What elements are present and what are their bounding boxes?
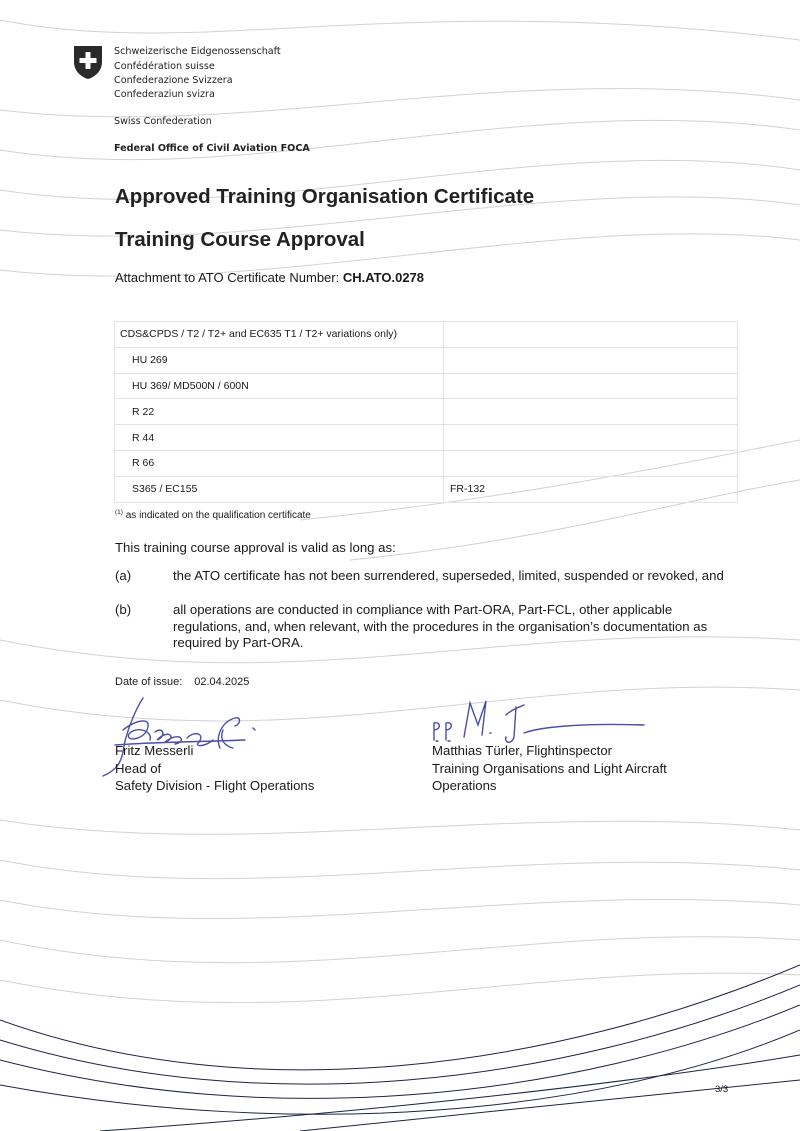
aircraft-cell: R 66 [115, 450, 444, 476]
certificate-number: CH.ATO.0278 [342, 270, 425, 285]
signatory-division: Safety Division - Flight Operations [115, 778, 315, 793]
confederation-name-en: Swiss Confederation [114, 116, 212, 127]
document-subtitle: Training Course Approval [115, 228, 365, 251]
course-cell [444, 450, 738, 476]
signatory-name: Matthias Türler, Flightinspector [432, 743, 613, 758]
condition-text: the ATO certificate has not been surrendered, superseded, limited, suspended or revoked, and [173, 568, 724, 583]
signatory-messerli [115, 742, 314, 795]
aircraft-cell: HU 369/ MD500N / 600N [115, 373, 444, 399]
condition-label: (b) [115, 602, 132, 617]
office-name: Federal Office of Civil Aviation FOCA [114, 143, 310, 154]
course-cell [444, 322, 738, 348]
document-title: Approved Training Organisation Certificate [115, 185, 535, 208]
swiss-cross-shield-icon [73, 44, 103, 80]
attachment-label: Attachment to ATO Certificate Number: [115, 270, 343, 285]
course-cell [444, 373, 738, 399]
validity-intro: This training course approval is valid as long as: [115, 540, 396, 555]
table-row [115, 476, 738, 502]
course-cell [444, 399, 738, 425]
table-row [115, 347, 738, 373]
date-of-issue [115, 676, 249, 688]
course-cell [444, 347, 738, 373]
issue-date: 02.04.2025 [194, 676, 250, 688]
table-row [115, 425, 738, 451]
footnote [115, 509, 311, 521]
footnote-text: as indicated on the qualification certificate [125, 510, 311, 521]
attachment-line [115, 270, 424, 285]
course-cell [444, 425, 738, 451]
table-row [115, 399, 738, 425]
aircraft-cell: R 44 [115, 425, 444, 451]
condition-item [115, 568, 735, 585]
confederation-name-rm: Confederaziun svizra [114, 89, 215, 100]
confederation-name-it: Confederazione Svizzera [114, 75, 233, 86]
aircraft-cell: R 22 [115, 399, 444, 425]
signatory-title: Training Organisations and Light Aircraft [432, 760, 667, 776]
course-cell: FR-132 [444, 476, 738, 502]
table-row [115, 322, 738, 348]
aircraft-cell: HU 269 [115, 347, 444, 373]
page-number: 3/3 [715, 1084, 729, 1095]
signatory-title: Head of [115, 760, 162, 776]
signatory-tuerler [432, 742, 667, 795]
course-approval-table [114, 321, 738, 503]
signatory-division: Operations [432, 778, 497, 793]
aircraft-cell: CDS&CPDS / T2 / T2+ and EC635 T1 / T2+ variations only) [115, 322, 444, 348]
confederation-name-de: Schweizerische Eidgenossenschaft [114, 46, 281, 57]
issue-label: Date of issue: [115, 676, 183, 688]
table-row [115, 450, 738, 476]
signatory-name: Fritz Messerli [115, 743, 194, 758]
condition-label: (a) [115, 568, 132, 583]
aircraft-cell: S365 / EC155 [115, 476, 444, 502]
footnote-marker: (1) [115, 509, 123, 516]
table-row [115, 373, 738, 399]
confederation-name-fr: Confédération suisse [114, 61, 215, 72]
condition-text: all operations are conducted in compliance with Part-ORA, Part-FCL, other applicable regulations, and, when relevant, with the procedures in the organisation’s documentation as required by Part-ORA. [173, 602, 708, 650]
condition-item [115, 602, 735, 652]
